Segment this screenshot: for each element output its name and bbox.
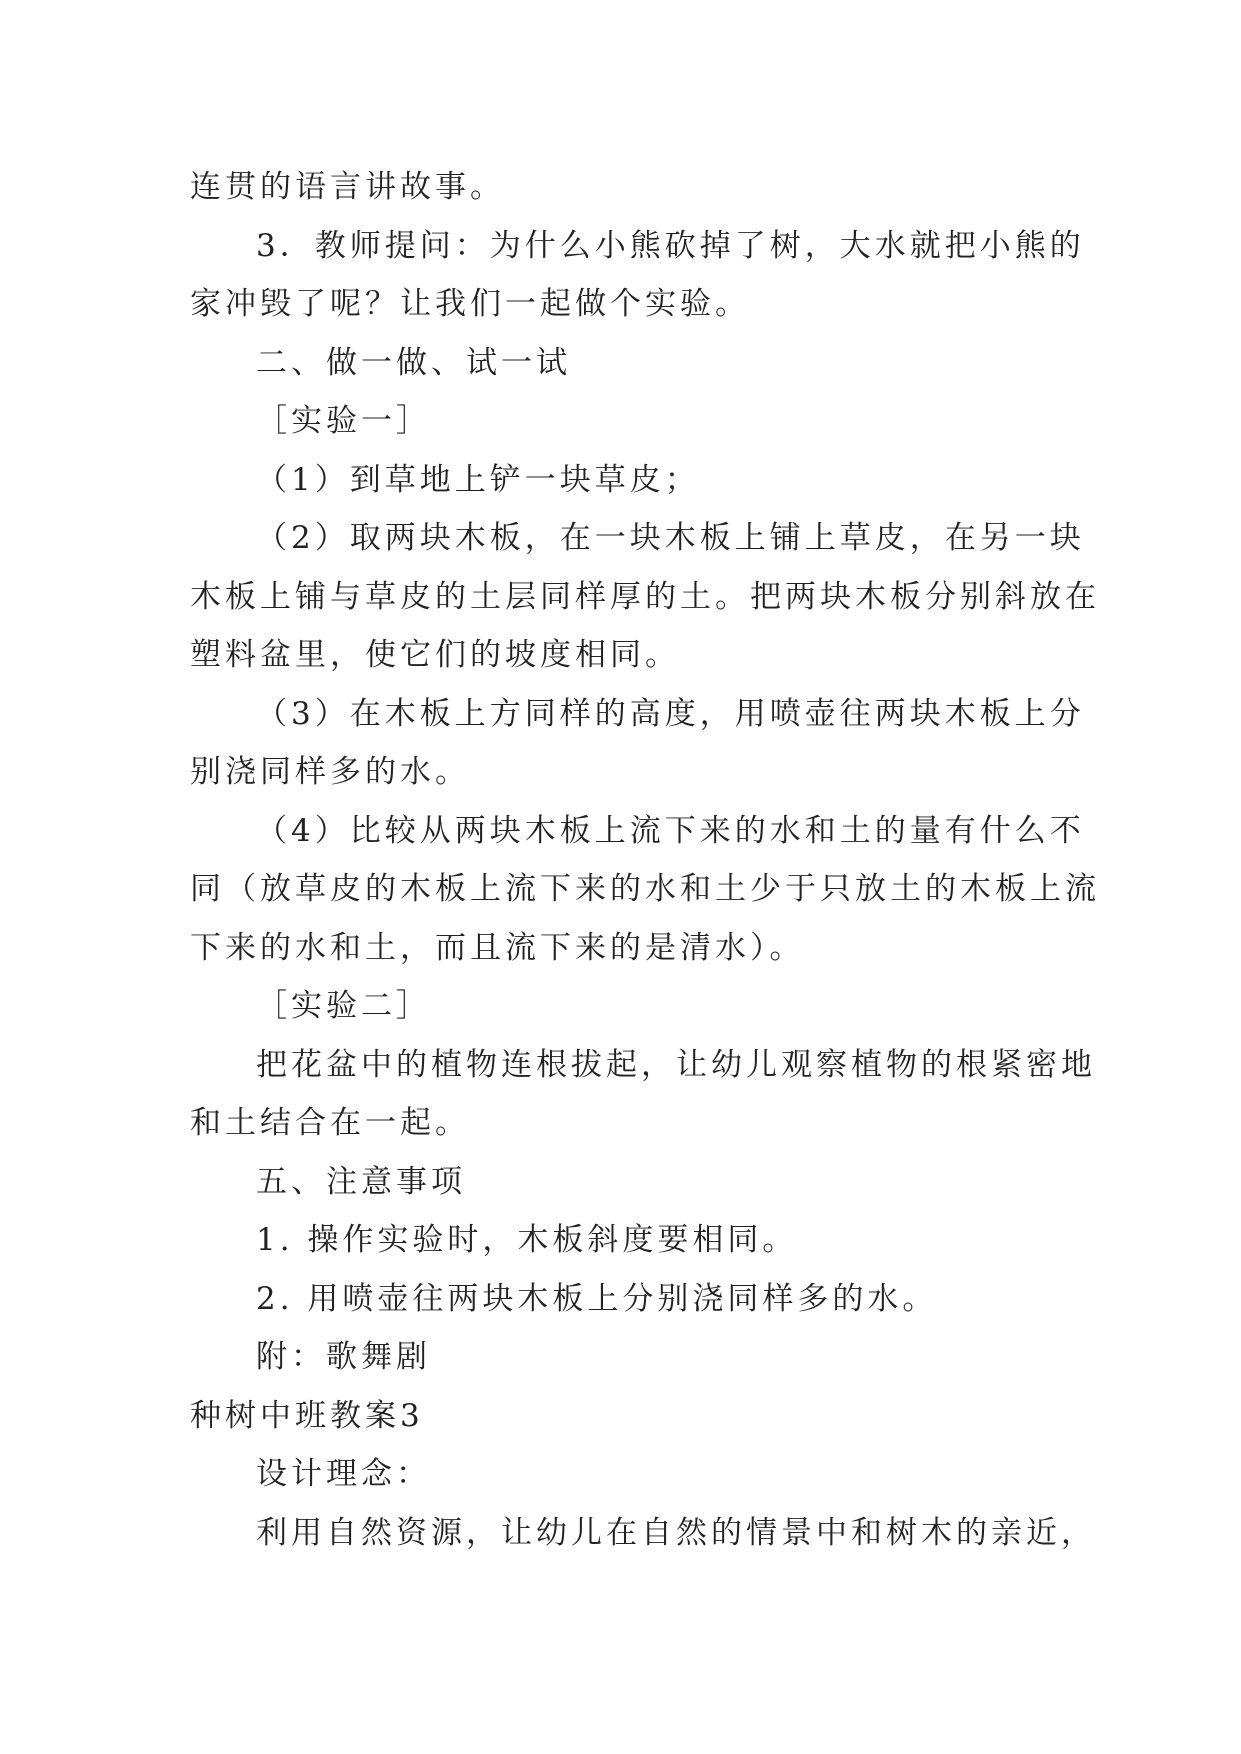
text-line: （3）在木板上方同样的高度，用喷壶往两块木板上分 [256, 695, 1085, 732]
list-item: 2. 用喷壶往两块木板上分别浇同样多的水。 [256, 1280, 938, 1317]
text-line: 3．教师提问：为什么小熊砍掉了树，大水就把小熊的 [256, 227, 1085, 264]
list-item: 1. 操作实验时，木板斜度要相同。 [256, 1222, 798, 1258]
text-line: 附：歌舞剧 [256, 1339, 431, 1375]
section-heading: 五、注意事项 [256, 1163, 466, 1200]
section-heading: 二、做一做、试一试 [256, 344, 571, 381]
text-line: 同（放草皮的木板上流下来的水和土少于只放土的木板上流 [190, 871, 1100, 907]
section-heading: 设计理念： [256, 1456, 431, 1492]
text-line: 连贯的语言讲故事。 [190, 169, 505, 205]
experiment-heading: ［实验二］ [256, 988, 431, 1024]
text-line: （2）取两块木板，在一块木板上铺上草皮，在另一块 [256, 520, 1085, 556]
text-line: 别浇同样多的水。 [190, 754, 470, 790]
document-title: 种树中班教案3 [190, 1397, 424, 1434]
text-line: 利用自然资源，让幼儿在自然的情景中和树木的亲近， [256, 1514, 1096, 1551]
text-line: 家冲毁了呢？让我们一起做个实验。 [190, 286, 750, 322]
text-line: 木板上铺与草皮的土层同样厚的土。把两块木板分别斜放在 [190, 578, 1100, 615]
text-line: 塑料盆里，使它们的坡度相同。 [190, 637, 680, 673]
experiment-heading: ［实验一］ [256, 403, 431, 439]
text-line: 把花盆中的植物连根拔起，让幼儿观察植物的根紧密地 [256, 1046, 1096, 1083]
text-line: 和土结合在一起。 [190, 1105, 470, 1141]
text-line: 下来的水和土，而且流下来的是清水）。 [190, 929, 805, 966]
document-body [190, 158, 1100, 1562]
text-line: （1）到草地上铲一块草皮； [256, 461, 700, 498]
text-line: （4）比较从两块木板上流下来的水和土的量有什么不 [256, 812, 1085, 849]
